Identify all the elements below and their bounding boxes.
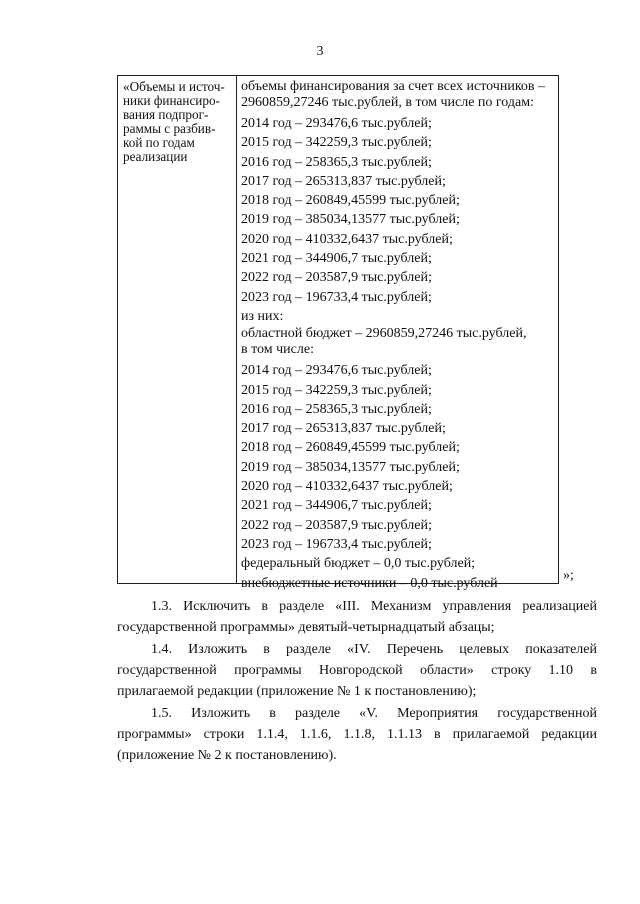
federal-budget-line: федеральный бюджет – 0,0 тыс.рублей; [241, 556, 476, 572]
label-line: вания подпрог- [123, 107, 209, 122]
year-line: 2016 год – 258365,3 тыс.рублей; [241, 401, 432, 417]
year-line: 2020 год – 410332,6437 тыс.рублей; [241, 231, 453, 247]
table-label-cell [118, 76, 237, 583]
year-line: 2019 год – 385034,13577 тыс.рублей; [241, 212, 460, 228]
year-line: 2014 год – 293476,6 тыс.рублей; [241, 363, 432, 379]
closing-quote-mark: »; [563, 568, 574, 583]
of-them-line: из них: [241, 308, 284, 324]
year-line: 2022 год – 203587,9 тыс.рублей; [241, 517, 432, 533]
paragraph-line: прилагаемой редакции (приложение № 1 к постановлению); [117, 684, 477, 699]
paragraph-line [117, 596, 597, 617]
year-line: 2018 год – 260849,45599 тыс.рублей; [241, 193, 460, 209]
total-funding-line: 2960859,27246 тыс.рублей, в том числе по годам: [241, 94, 534, 110]
year-line: 2015 год – 342259,3 тыс.рублей; [241, 135, 432, 151]
label-line: реализации [123, 149, 188, 164]
year-line: 2022 год – 203587,9 тыс.рублей; [241, 270, 432, 286]
paragraph-line: государственной программы Новгородской области» строку 1.10 в [117, 663, 597, 678]
year-line: 2018 год – 260849,45599 тыс.рублей; [241, 440, 460, 456]
table-value-cell [237, 76, 558, 591]
regional-budget-line: в том числе: [241, 341, 314, 357]
paragraph-line: государственной программы» девятый-четырнадцатый абзацы; [117, 620, 495, 635]
year-line: 2014 год – 293476,6 тыс.рублей; [241, 116, 432, 131]
year-line: 2021 год – 344906,7 тыс.рублей; [241, 498, 432, 514]
paragraph-1-3 [117, 596, 597, 638]
paragraph-line [117, 639, 597, 660]
year-line: 2015 год – 342259,3 тыс.рублей; [241, 382, 432, 398]
year-line: 2021 год – 344906,7 тыс.рублей; [241, 251, 432, 267]
paragraph-1-4 [117, 639, 597, 702]
total-funding-block [241, 79, 558, 110]
total-funding-line: объемы финансирования за счет всех источников – [241, 79, 546, 94]
label-line: ники финансиро- [123, 93, 220, 108]
year-line: 2023 год – 196733,4 тыс.рублей; [241, 536, 432, 552]
year-line: 2020 год – 410332,6437 тыс.рублей; [241, 479, 453, 495]
extra-budget-line: внебюджетные источники – 0,0 тыс.рублей [241, 575, 498, 591]
label-line: раммы с разбив- [123, 121, 216, 136]
regional-budget-block [241, 326, 558, 357]
paragraph-text: 1.3. Исключить в разделе «III. Механизм управления реализацией [151, 599, 597, 614]
year-line: 2016 год – 258365,3 тыс.рублей; [241, 154, 432, 170]
year-line: 2017 год – 265313,837 тыс.рублей; [241, 421, 446, 437]
regional-budget-line: областной бюджет – 2960859,27246 тыс.рублей, [241, 326, 527, 342]
paragraph-line [117, 703, 597, 724]
funding-table [117, 75, 559, 591]
paragraph-line: (приложение № 2 к постановлению). [117, 748, 337, 763]
paragraph-line: программы» строки 1.1.4, 1.1.6, 1.1.8, 1.1.13 в прилагаемой редакции [117, 727, 597, 742]
label-line: «Объемы и источ- [123, 79, 225, 94]
label-line: кой по годам [123, 135, 195, 150]
paragraph-1-5 [117, 703, 597, 766]
year-line: 2019 год – 385034,13577 тыс.рублей; [241, 459, 460, 475]
year-line: 2017 год – 265313,837 тыс.рублей; [241, 173, 446, 189]
paragraph-text: 1.5. Изложить в разделе «V. Мероприятия государственной [151, 706, 597, 721]
paragraph-text: 1.4. Изложить в разделе «IV. Перечень целевых показателей [151, 642, 597, 657]
page-number: 3 [316, 44, 324, 59]
year-line: 2023 год – 196733,4 тыс.рублей; [241, 289, 432, 305]
